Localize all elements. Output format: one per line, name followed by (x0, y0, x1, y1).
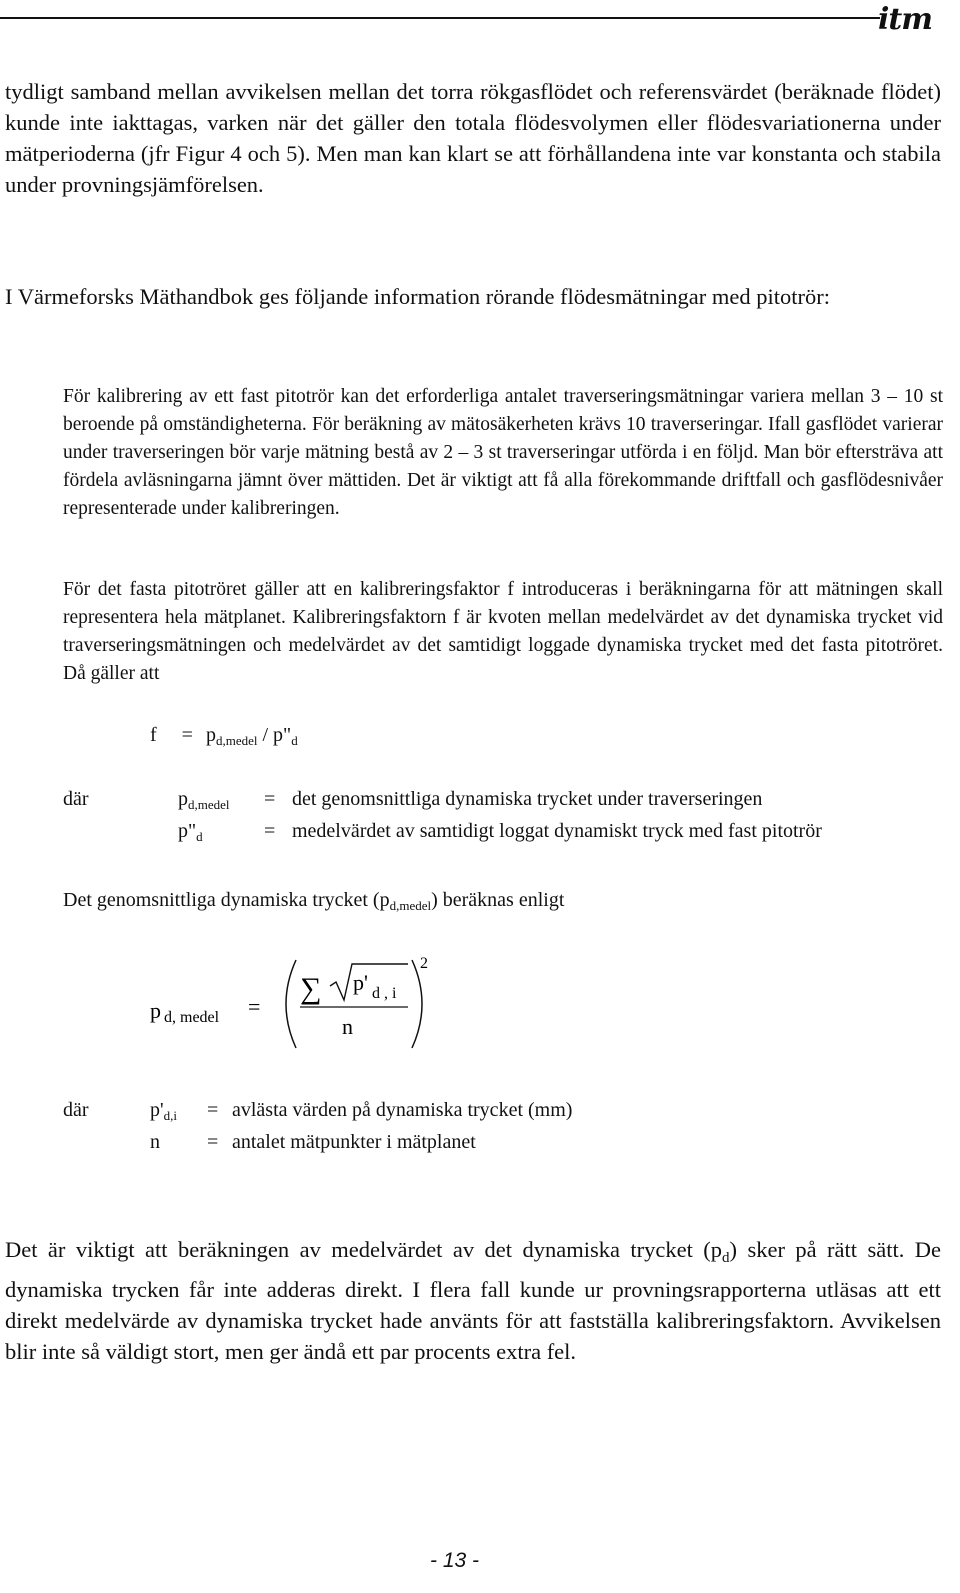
def1-sym2-sub: d (196, 829, 203, 844)
formula-f-p2-sub: d (291, 733, 298, 748)
def1-eq2: = (264, 820, 276, 842)
conclusion-text: Det är viktigt att beräkningen av medelvärdet av det dynamiska trycket (p (5, 1237, 723, 1262)
page-number: - 13 - (430, 1549, 480, 1572)
def2-sym2: n (150, 1131, 160, 1153)
formula-pdmedel (150, 948, 450, 1060)
formula-f (150, 722, 298, 754)
calc-intro-end: ) beräknas enligt (431, 889, 565, 911)
f2-lhs: p (150, 998, 161, 1023)
paragraph-handbook: I Värmeforsks Mäthandbok ges följande information rörande flödesmätningar med pitotrör: (5, 284, 830, 309)
formula-f-p: p (205, 724, 216, 746)
def1-sym1-p: p (178, 788, 188, 810)
def2-sym1-sub: d,i (163, 1108, 177, 1123)
quote-factor: För det fasta pitotröret gäller att en kalibreringsfaktor f introduceras i beräkningarna för att mätningen skall representera hela mätplanet. Kalibreringsfaktorn f är kvoten mellan medelvärdet av det dynamiska trycket vid traverseringsmätningen och medelvärdet av det samtidigt loggade dynamiska trycket med det fasta pitotröret. Då gäller att (63, 579, 943, 684)
conclusion-sub: d (722, 1250, 730, 1266)
def1-dar: där (63, 788, 89, 810)
quote-calibration: För kalibrering av ett fast pitotrör kan det erforderliga antalet traverseringsmätningar variera mellan 3 – 10 st beroende på omständigheterna. För beräkning av mätosäkerheten krävs 10 traverseringar. Ifall gasflödet varierar under traverseringen bör varje mätning bestå av 2 – 3 st traverseringar utförda i en följd. Man bör eftersträva att fördela avläsningarna jämnt över mättiden. Det är viktigt att få alla förekommande driftfall och gasflödesnivåer representerade under kalibreringen. (63, 386, 943, 519)
formula-f-eq: = (181, 724, 193, 746)
calc-intro-text: Det genomsnittliga dynamiska trycket (p (63, 889, 390, 911)
def2-sym1 (150, 1097, 177, 1129)
f2-den: n (342, 1014, 353, 1039)
f2-lhs-sub: d, medel (164, 1009, 220, 1026)
header-rule (0, 17, 880, 19)
f2-rad: p' (353, 970, 368, 995)
formula-f-slash: / p" (262, 724, 292, 746)
f2-eq: = (248, 994, 261, 1019)
f2-rad-sub: d , i (372, 985, 397, 1002)
def1-sym2-p: p" (178, 820, 197, 842)
def2-sym1-p: p' (150, 1099, 164, 1121)
f2-sigma: ∑ (300, 972, 322, 1005)
itm-logo: itm (878, 2, 932, 37)
def1-sym1-sub: d,medel (188, 797, 230, 812)
def2-desc2: antalet mätpunkter i mätplanet (232, 1131, 476, 1153)
paragraph-intro: tydligt samband mellan avvikelsen mellan det torra rökgasflödet och referensvärdet (beräknade flödet) kunde inte iakttagas, varken när det gäller den totala flödesvolymen eller flödesvariationerna under mätperioderna (jfr Figur 4 och 5). Men man kan klart se att förhållandena inte var konstanta och stabila under provningsjämförelsen. (5, 79, 941, 197)
f2-left-paren (286, 960, 296, 1048)
conclusion-text-end: ) sker på rätt sätt. De dynamiska trycken får inte adderas direkt. I flera fall kunde ur provningsrapporterna utläsas att ett direkt medelvärde av dynamiska trycket hade använts för att fastställa kalibreringsfaktorn. Avvikelsen blir inte så väldigt stort, men ger ändå ett par procents extra fel. (5, 1237, 941, 1364)
calc-intro-sub: d,medel (389, 898, 432, 913)
def1-desc1: det genomsnittliga dynamiska trycket under traverseringen (292, 788, 763, 810)
calc-intro (63, 887, 564, 919)
f2-exp: 2 (420, 955, 428, 972)
def1-sym2 (178, 818, 203, 850)
f2-right-paren (412, 960, 422, 1048)
def2-eq2: = (207, 1131, 219, 1153)
def1-sym1 (178, 786, 230, 818)
def1-eq1: = (264, 788, 276, 810)
def1-desc2: medelvärdet av samtidigt loggat dynamiskt tryck med fast pitotrör (292, 820, 822, 842)
def2-desc1: avlästa värden på dynamiska trycket (mm) (232, 1099, 573, 1121)
def2-eq1: = (207, 1099, 219, 1121)
paragraph-conclusion (5, 1234, 941, 1367)
formula-f-p-sub: d,medel (215, 733, 258, 748)
def2-dar: där (63, 1099, 89, 1121)
formula-f-lhs: f (150, 724, 157, 746)
